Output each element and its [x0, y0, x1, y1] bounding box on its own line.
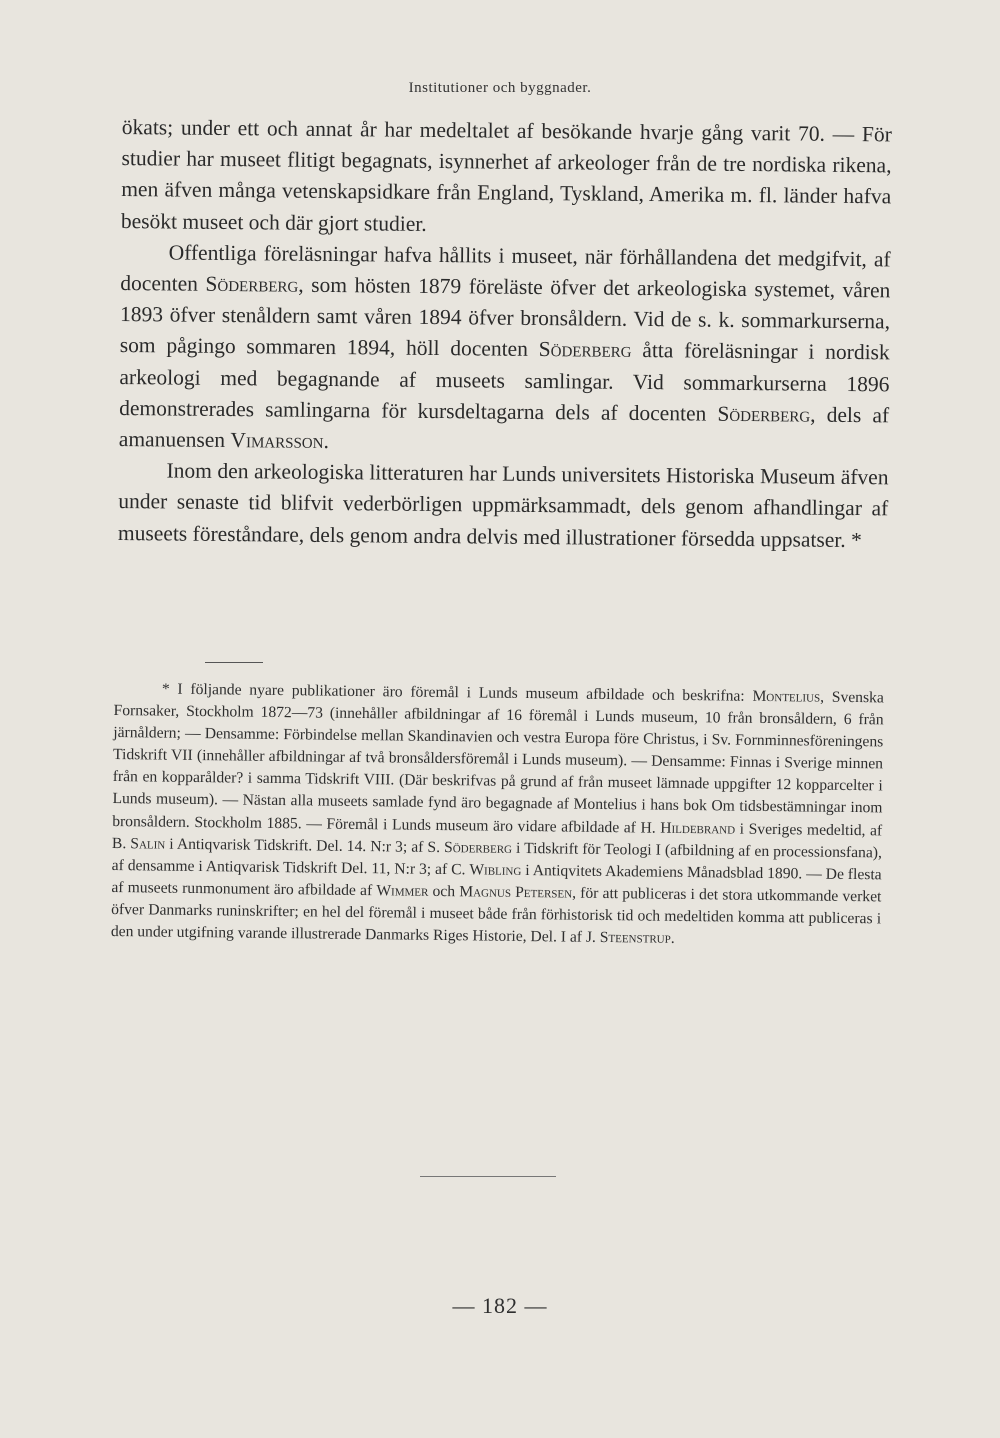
author-name-petersen: Magnus Petersen — [459, 883, 573, 902]
footnote — [111, 678, 884, 953]
footnote-text-4: i Antiqvarisk Tidskrift. Del. 14. N:r 3; af S. — [165, 835, 445, 856]
author-name-salin: Salin — [130, 834, 166, 853]
paragraph-2-text-c: , som hösten 1879 föreläste öfver det arkeologiska systemet, våren 1893 öfver stenåldern samt våren 1894 öfver bronsåldern. Vid de s. k. sommarkurserna, som pågingo sommaren 1894, höll docenten — [119, 272, 891, 362]
bottom-divider — [420, 1176, 556, 1177]
footnote-text-5: i Tidskrift för Teologi I (afbildning af en processionsfana), af densamme i Antiqvarisk Tidskrift Del. 11, N:r 3; af C. — [111, 839, 883, 879]
page-number: — 182 — — [452, 1293, 548, 1318]
main-text — [118, 112, 892, 556]
footnote-text-6: i Antiqvitets Akademiens Månadsblad 1890. — De flesta af museets runmonument äro afbildade af — [111, 861, 882, 900]
footnote-text-8: , för att publiceras i det stora utkommande verket öfver Danmarks runinskrifter; en hel del föremål i museet både från förhistorisk tid och medeltiden komma att publiceras i den under utgifning varande illustrerade Danmarks Riges Historie, Del. I af J. — [110, 884, 882, 946]
author-name-wimmer: Wimmer — [376, 882, 429, 900]
footnote-text-2: , Svenska Fornsaker, Stockholm 1872—73 (innehåller afbildningar af 16 föremål i Lunds museum, 10 från bronsåldern, 6 från järnåldern; — Densamme: Förbindelse mellan Skandinavien och vestra Europa före Christus, i Sv. Fornminnesföreningens Tidskrift VII (innehåller afbildningar af två bronsåldersföremål i Lunds museum). — Densamme: Finnas i Sverige minnen från en kopparålder? i samma Tidskrift VIII. (Där beskrifvas på grund af från museet lämnade uppgifter 12 kopparcelter i Lunds museum). — Nästan alla museets samlade fynd äro begagnade af Montelius i hans bok Om tidsbestämningar inom bronsåldern. Stockholm 1885. — Föremål i Lunds museum äro vidare afbildade af H. — [112, 688, 884, 837]
person-name-soderberg: Söderberg — [205, 271, 299, 297]
paragraph-3: Inom den arkeologiska litteraturen har Lunds universitets Historiska Museum äfven under senaste tid blifvit vederbörligen uppmärksammadt, dels genom afhandlingar af museets föreståndare, dels genom andra delvis med illustrationer försedda uppsatser. * — [117, 458, 889, 552]
footnote-text-7: och — [428, 882, 460, 901]
paragraph-2-text-i: . — [323, 428, 330, 454]
paragraph-1: ökats; under ett och annat år har medeltalet af besökande hvarje gång varit 70. — För studier har museet flitigt begagnats, isynnerhet af arkeologer från de tre nordiska rikena, men äfven många vetenskapsidkare från England, Tyskland, Amerika m. fl. länder hafva besökt museet och där gjort studier. — [120, 114, 892, 236]
paragraph-2 — [119, 237, 891, 463]
author-name-wibling: Wibling — [469, 861, 522, 879]
running-head: Institutioner och byggnader. — [408, 80, 592, 96]
footnote-divider — [205, 662, 263, 663]
author-name-hildebrand: Hildebrand — [660, 819, 736, 838]
author-name-soderberg: Söderberg — [443, 838, 513, 857]
paragraph-2-text-g: , dels af amanuensen — [118, 402, 890, 453]
author-name-montelius: Montelius — [752, 687, 821, 706]
footnote-text-9: . — [670, 929, 675, 947]
person-name-soderberg: Söderberg — [717, 401, 811, 427]
paragraph-2-text-e: åtta föreläsningar i nordisk arkeologi med begagnande af museets samlingar. Vid sommarkurserna 1896 demonstrerades samlingarna för kursdeltagarna dels af docenten — [119, 338, 890, 426]
paragraph-2-text-a: Offentliga föreläsningar hafva hållits i museet, när förhållandena det medgifvit, af docenten — [120, 240, 891, 296]
footnote-text-1: * I följande nyare publikationer äro föremål i Lunds museum afbildade och beskrifna: — [161, 680, 753, 705]
person-name-vimarsson: Vimarsson — [230, 428, 324, 453]
person-name-soderberg: Söderberg — [538, 337, 632, 363]
footnote-paragraph — [111, 678, 884, 953]
author-name-steenstrup: Steenstrup — [599, 928, 671, 947]
footnote-text-3: i Sveriges medeltid, af B. — [111, 820, 883, 852]
